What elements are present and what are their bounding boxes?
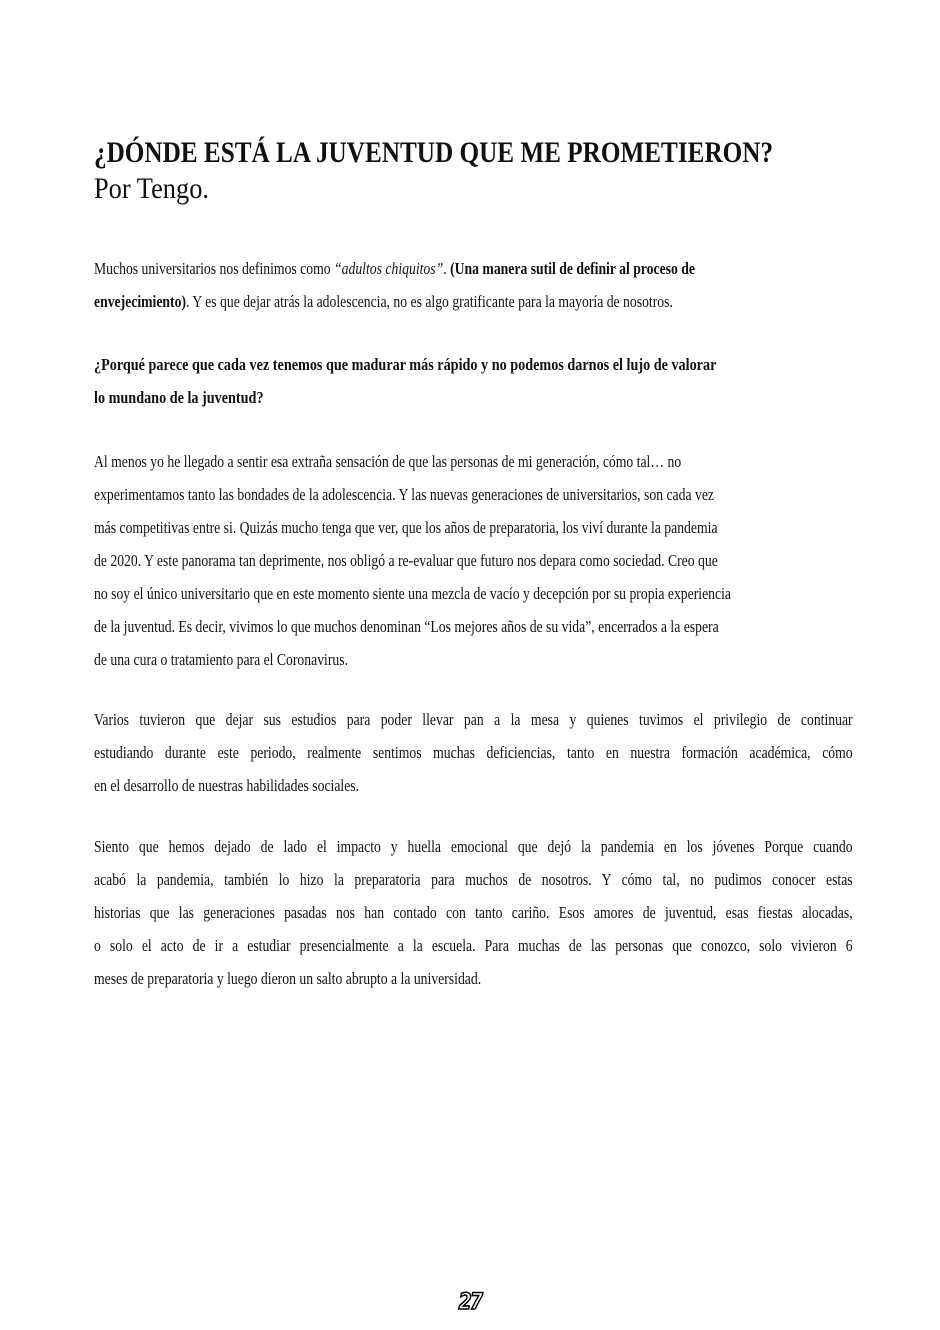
paragraph-line: estudiando durante este periodo, realmente sentimos muchas deficiencias, tanto en nuestra formación académica, cómo	[94, 743, 853, 762]
article-byline: Por Tengo.	[94, 172, 210, 205]
paragraph-2	[94, 445, 853, 676]
intro-bold-2: envejecimiento)	[94, 292, 187, 311]
paragraph-line: en el desarrollo de nuestras habilidades sociales.	[94, 776, 360, 795]
paragraph-line: meses de preparatoria y luego dieron un salto abrupto a la universidad.	[94, 969, 482, 988]
paragraph-line: más competitivas entre si. Quizás mucho tenga que ver, que los años de preparatoria, los viví durante la pandemia	[94, 518, 718, 537]
intro-text-1: Muchos universitarios nos definimos como	[94, 259, 335, 278]
paragraph-3	[94, 703, 853, 802]
paragraph-line: experimentamos tanto las bondades de la adolescencia. Y las nuevas generaciones de universitarios, son cada vez	[94, 485, 714, 504]
intro-line-1	[94, 252, 853, 285]
intro-line-2	[94, 285, 853, 318]
paragraph-line: o solo el acto de ir a estudiar presencialmente a la escuela. Para muchas de las personas que conozco, solo vivieron 6	[94, 936, 853, 955]
paragraph-4	[94, 830, 853, 995]
article-title: ¿DÓNDE ESTÁ LA JUVENTUD QUE ME PROMETIERON?	[94, 136, 774, 169]
paragraph-line: no soy el único universitario que en este momento siente una mezcla de vacío y decepción por su propia experiencia	[94, 584, 731, 603]
paragraph-line: Siento que hemos dejado de lado el impacto y huella emocional que dejó la pandemia en los jóvenes Porque cuando	[94, 837, 853, 856]
paragraph-line: Al menos yo he llegado a sentir esa extraña sensación de que las personas de mi generación, cómo tal… no	[94, 452, 682, 471]
intro-text-3: . Y es que dejar atrás la adolescencia, no es algo gratificante para la mayoría de nosotros.	[186, 292, 673, 311]
paragraph-line: de una cura o tratamiento para el Coronavirus.	[94, 650, 349, 669]
question-line-1: ¿Porqué parece que cada vez tenemos que madurar más rápido y no podemos darnos el lujo de valorar	[94, 355, 717, 374]
question-line-2: lo mundano de la juventud?	[94, 388, 264, 407]
paragraph-line: historias que las generaciones pasadas nos han contado con tanto cariño. Esos amores de juventud, esas fiestas alocadas,	[94, 903, 853, 922]
paragraph-line: de la juventud. Es decir, vivimos lo que muchos denominan “Los mejores años de su vida”, encerrados a la espera	[94, 617, 719, 636]
paragraph-line: acabó la pandemia, también lo hizo la preparatoria para muchos de nosotros. Y cómo tal, no pudimos conocer estas	[94, 870, 853, 889]
paragraph-line: Varios tuvieron que dejar sus estudios para poder llevar pan a la mesa y quienes tuvimos el privilegio de continuar	[94, 710, 853, 729]
intro-text-2: .	[443, 259, 451, 278]
page-number: 27	[458, 1290, 482, 1315]
intro-italic-quote: “adultos chiquitos”	[334, 259, 444, 278]
highlighted-question	[94, 348, 851, 414]
intro-bold-1: (Una manera sutil de definir al proceso de	[450, 259, 695, 278]
intro-paragraph	[94, 252, 853, 318]
paragraph-line: de 2020. Y este panorama tan deprimente, nos obligó a re-evaluar que futuro nos depara como sociedad. Creo que	[94, 551, 718, 570]
